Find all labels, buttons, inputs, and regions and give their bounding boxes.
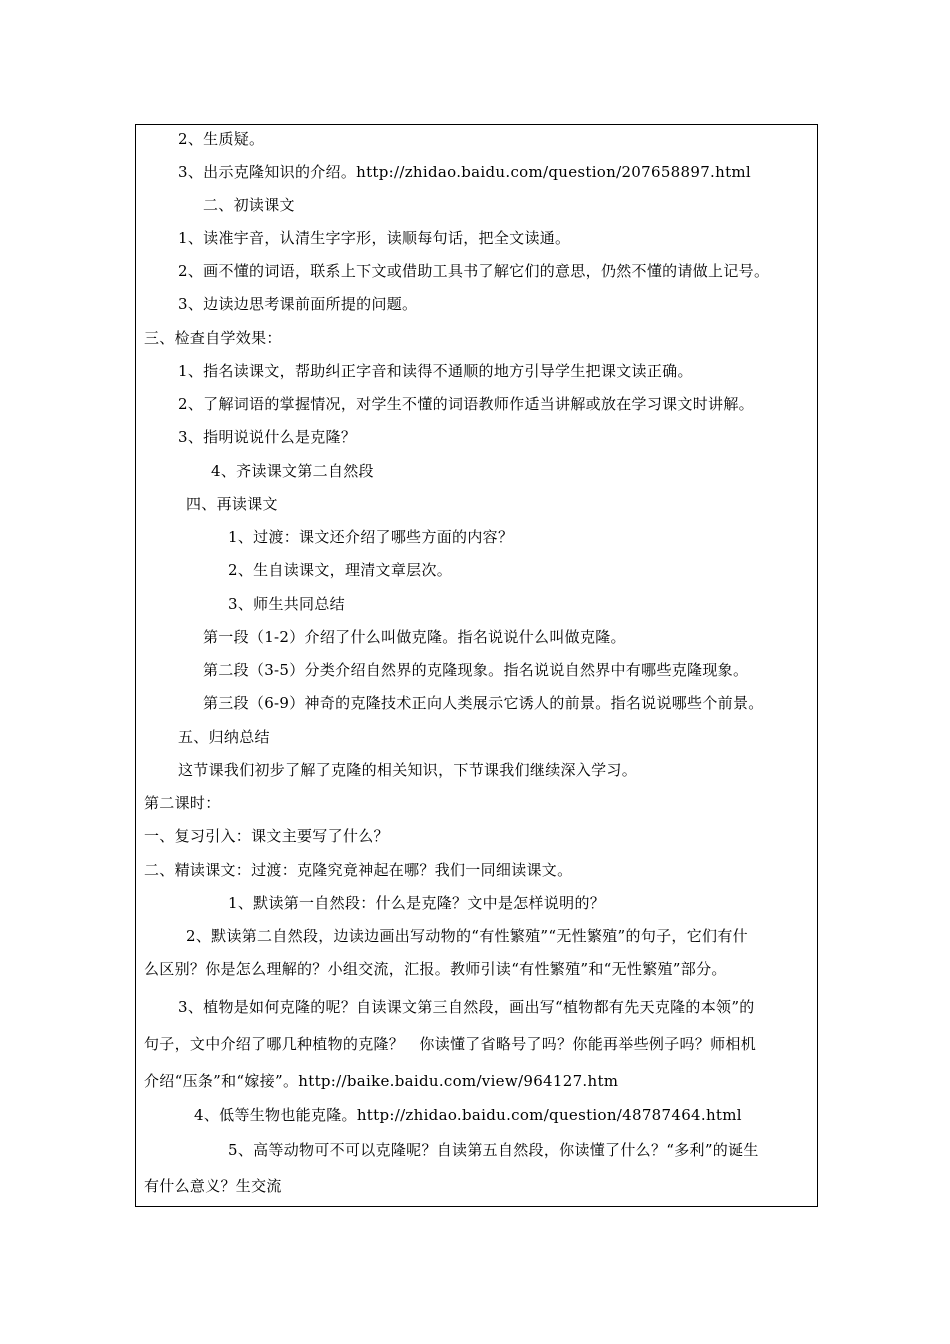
text-line: 3、出示克隆知识的介绍。http://zhidao.baidu.com/question/207658897.html	[178, 163, 752, 181]
text-line: 第三段（6-9）神奇的克隆技术正向人类展示它诱人的前景。指名说说哪些个前景。	[203, 694, 764, 712]
text-line: 2、了解词语的掌握情况，对学生不懂的词语教师作适当讲解或放在学习课文时讲解。	[178, 395, 754, 413]
text-line: 3、植物是如何克隆的呢？自读课文第三自然段，画出写“植物都有先天克隆的本领”的	[178, 998, 755, 1016]
text-line: 4、低等生物也能克隆。http://zhidao.baidu.com/question/48787464.html	[194, 1106, 742, 1124]
text-line: 5、高等动物可不可以克隆呢？自读第五自然段，你读懂了什么？“多利”的诞生	[228, 1141, 759, 1159]
section-heading: 四、再读课文	[186, 495, 278, 513]
text-line: 1、指名读课文，帮助纠正字音和读得不通顺的地方引导学生把课文读正确。	[178, 362, 693, 380]
text-line: 句子，文中介绍了哪几种植物的克隆？ 你读懂了省略号了吗？你能再举些例子吗？师相机	[144, 1035, 757, 1053]
text-line: 么区别？你是怎么理解的？小组交流，汇报。教师引读“有性繁殖”和“无性繁殖”部分。	[144, 960, 727, 978]
text-line: 1、过渡：课文还介绍了哪些方面的内容？	[228, 528, 514, 546]
text-line: 4、齐读课文第二自然段	[211, 462, 374, 480]
text-line: 2、画不懂的词语，联系上下文或借助工具书了解它们的意思，仍然不懂的请做上记号。	[178, 262, 770, 280]
section-heading: 第二课时：	[144, 794, 221, 812]
text-line: 第一段（1-2）介绍了什么叫做克隆。指名说说什么叫做克隆。	[203, 628, 626, 646]
text-line: 二、精读课文：过渡：克隆究竟神起在哪？我们一同细读课文。	[144, 861, 573, 879]
text-line: 1、读准宇音，认清生字字形，读顺每句话，把全文读通。	[178, 229, 571, 247]
text-line: 介绍“压条”和“嫁接”。http://baike.baidu.com/view/964127.htm	[144, 1072, 619, 1090]
text-line: 3、边读边思考课前面所提的问题。	[178, 295, 418, 313]
text-line: 一、复习引入：课文主要写了什么？	[144, 827, 389, 845]
text-line: 3、师生共同总结	[228, 595, 345, 613]
text-line: 有什么意义？生交流	[144, 1177, 282, 1195]
section-heading: 三、检查自学效果：	[144, 329, 282, 347]
section-heading: 五、归纳总结	[178, 728, 270, 746]
text-line: 2、生质疑。	[178, 130, 265, 148]
text-line: 2、生自读课文，理清文章层次。	[228, 561, 453, 579]
text-line: 这节课我们初步了解了克隆的相关知识，下节课我们继续深入学习。	[178, 761, 638, 779]
text-line: 2、默读第二自然段，边读边画出写动物的“有性繁殖”“无性繁殖”的句子，它们有什	[186, 927, 748, 945]
text-line: 第二段（3-5）分类介绍自然界的克隆现象。指名说说自然界中有哪些克隆现象。	[203, 661, 749, 679]
text-line: 1、默读第一自然段：什么是克隆？文中是怎样说明的？	[228, 894, 606, 912]
text-line: 3、指明说说什么是克隆？	[178, 428, 357, 446]
section-heading: 二、初读课文	[203, 196, 295, 214]
